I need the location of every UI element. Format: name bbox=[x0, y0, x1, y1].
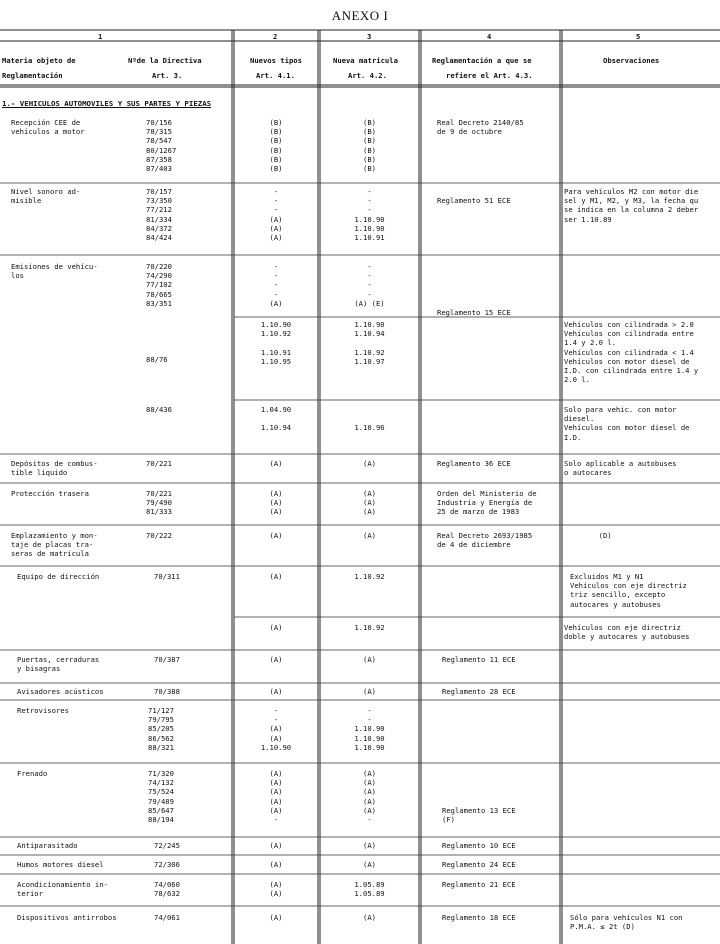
cell-reglamentacion: Real Decreto 2693/1985 de 4 de diciembre bbox=[437, 531, 533, 550]
cell-directiva: 70/388 bbox=[154, 687, 180, 696]
cell-nueva-matricula: (A) bbox=[363, 655, 376, 664]
cell-nueva-matricula: (A) bbox=[363, 459, 376, 468]
cell-nuevos-tipos: (A) bbox=[269, 623, 283, 632]
cell-materia: Puertas, cerraduras y bisagras bbox=[17, 655, 100, 674]
cell-nuevos-tipos: - - - (A) (A) (A) bbox=[269, 187, 283, 243]
col-header-materia-2: Reglamentación bbox=[2, 71, 63, 80]
cell-nueva-matricula: (A) bbox=[363, 841, 376, 850]
cell-nuevos-tipos: (A) bbox=[269, 459, 283, 468]
cell-reglamentacion: Reglamento 11 ECE bbox=[442, 655, 516, 664]
col-header-reglamentacion-2: refiere el Art. 4.3. bbox=[446, 71, 533, 80]
cell-reglamentacion: Orden del Ministerio de Industria y Energía de 25 de marzo de 1983 bbox=[437, 489, 537, 517]
cell-directiva: 74/060 78/632 bbox=[154, 880, 180, 899]
cell-nuevos-tipos: (A) bbox=[269, 860, 283, 869]
cell-nuevos-tipos: (A) bbox=[269, 572, 283, 581]
cell-observaciones: (D) bbox=[564, 531, 612, 540]
cell-directiva: 70/221 bbox=[146, 459, 172, 468]
cell-nueva-matricula: 1.10.92 bbox=[354, 572, 385, 581]
cell-materia: Emplazamiento y mon- taje de placas tra- seras de matrícula bbox=[11, 531, 98, 559]
col-header-materia: Materia objeto de bbox=[2, 56, 76, 65]
cell-nueva-matricula: (A) bbox=[363, 687, 376, 696]
cell-nuevos-tipos: (B) (B) (B) (B) (B) (B) bbox=[269, 118, 283, 174]
cell-nuevos-tipos: (A) bbox=[269, 913, 283, 922]
cell-nueva-matricula: 1.10.96 bbox=[354, 423, 385, 433]
cell-materia: Avisadores acústicos bbox=[17, 687, 104, 696]
cell-materia: Antiparasitado bbox=[17, 841, 78, 850]
cell-nueva-matricula: - - - - (A) (E) bbox=[354, 262, 385, 308]
cell-nuevos-tipos: - - (A) (A) 1.10.90 bbox=[260, 706, 292, 752]
cell-directiva: 70/221 79/490 81/333 bbox=[146, 489, 172, 517]
cell-directiva: 70/387 bbox=[154, 655, 180, 664]
cell-reglamentacion: Reglamento 51 ECE bbox=[437, 196, 511, 206]
cell-materia: Nivel sonoro ad- misible bbox=[11, 187, 81, 206]
col-header-reglamentacion: Reglamentación a que se bbox=[432, 56, 532, 65]
col-num-3: 3 bbox=[367, 32, 372, 41]
cell-nueva-matricula: - - - 1.10.90 1.10.90 1.10.91 bbox=[354, 187, 385, 243]
cell-reglamentacion: Reglamento 21 ECE bbox=[442, 880, 516, 889]
cell-materia: Frenado bbox=[17, 769, 48, 778]
cell-reglamentacion: Real Decreto 2140/85 de 9 de octubre bbox=[437, 118, 524, 137]
cell-nueva-matricula: (A) (A) (A) (A) (A) - bbox=[363, 769, 376, 825]
cell-directiva: 72/306 bbox=[154, 860, 180, 869]
col-num-5: 5 bbox=[636, 32, 641, 41]
cell-nuevos-tipos: (A) bbox=[269, 655, 283, 664]
col-header-nuevos-tipos-2: Art. 4.1. bbox=[256, 71, 295, 80]
cell-reglamentacion: Reglamento 24 ECE bbox=[442, 860, 516, 869]
cell-nuevos-tipos: (A) (A) (A) bbox=[269, 489, 283, 517]
cell-directiva: 88/436 bbox=[146, 405, 172, 414]
cell-materia: Retrovisores bbox=[17, 706, 69, 715]
cell-nueva-matricula: (A) bbox=[363, 860, 376, 869]
cell-directiva: 72/245 bbox=[154, 841, 180, 850]
cell-nueva-matricula: 1.05.89 1.05.89 bbox=[354, 880, 385, 899]
cell-directiva: 71/320 74/132 75/524 79/489 85/647 88/194 bbox=[148, 769, 174, 825]
cell-directiva: 88/76 bbox=[146, 355, 168, 365]
cell-nueva-matricula: (A) bbox=[363, 531, 376, 540]
col-header-directiva: Nºde la Directiva bbox=[128, 56, 202, 65]
col-header-nuevos-tipos: Nuevos tipos bbox=[250, 56, 302, 65]
cell-nueva-matricula: 1.10.90 1.10.94 1.10.92 1.10.97 bbox=[354, 320, 385, 366]
cell-observaciones: Excluidos M1 y N1 Vehículos con eje directriz triz sencillo, excepto autocares y autobuses bbox=[570, 572, 687, 609]
cell-nuevos-tipos: 1.04.90 1.10.94 bbox=[260, 405, 292, 433]
cell-observaciones: Solo aplicable a autobuses o autocares bbox=[564, 459, 677, 478]
cell-observaciones: Solo para vehic. con motor diesel. Vehículos con motor diesel de I.D. bbox=[564, 405, 690, 442]
col-header-nueva-matricula-2: Art. 4.2. bbox=[348, 71, 387, 80]
cell-directiva: 71/127 79/795 85/205 86/562 88/321 bbox=[148, 706, 174, 752]
cell-nueva-matricula: (A) (A) (A) bbox=[363, 489, 376, 517]
cell-materia: Humos motores diesel bbox=[17, 860, 104, 869]
cell-directiva: 70/311 bbox=[154, 572, 180, 581]
cell-materia: Equipo de dirección bbox=[17, 572, 100, 581]
cell-nueva-matricula: (B) (B) (B) (B) (B) (B) bbox=[363, 118, 376, 174]
cell-nuevos-tipos: - - - - (A) bbox=[269, 262, 283, 308]
cell-nuevos-tipos: (A) bbox=[269, 531, 283, 540]
cell-materia: Depósitos de combus- tible líquido bbox=[11, 459, 98, 478]
cell-materia: Emisiones de vehícu- los bbox=[11, 262, 98, 281]
cell-reglamentacion: Reglamento 15 ECE bbox=[437, 308, 511, 318]
col-num-1: 1 bbox=[98, 32, 103, 41]
col-header-nueva-matricula: Nueva matricula bbox=[333, 56, 398, 65]
cell-directiva: 74/061 bbox=[154, 913, 180, 922]
col-num-4: 4 bbox=[487, 32, 492, 41]
cell-materia: Protección trasera bbox=[11, 489, 89, 498]
section-heading: 1.- VEHICULOS AUTOMOVILES Y SUS PARTES Y PIEZAS bbox=[2, 99, 212, 108]
cell-reglamentacion: Reglamento 10 ECE bbox=[442, 841, 516, 850]
cell-observaciones: Vehículos con eje directriz doble y autocares y autobuses bbox=[564, 623, 690, 642]
page-title: ANEXO I bbox=[331, 8, 389, 23]
cell-reglamentacion: Reglamento 28 ECE bbox=[442, 687, 516, 696]
cell-directiva: 70/220 74/290 77/102 78/665 83/351 bbox=[146, 262, 172, 308]
cell-observaciones: Sólo para vehículos N1 con P.M.A. ≤ 2t (D) bbox=[570, 913, 683, 932]
cell-reglamentacion: Reglamento 36 ECE bbox=[437, 459, 511, 468]
cell-nuevos-tipos: (A) (A) (A) (A) (A) - bbox=[269, 769, 283, 825]
cell-directiva: 70/156 78/315 78/547 80/1267 87/358 87/403 bbox=[146, 118, 177, 174]
col-header-directiva-2: Art. 3. bbox=[152, 71, 183, 80]
cell-nuevos-tipos: 1.10.90 1.10.92 1.10.91 1.10.95 bbox=[260, 320, 292, 366]
cell-nueva-matricula: (A) bbox=[363, 913, 376, 922]
cell-directiva: 70/157 73/350 77/212 81/334 84/372 84/424 bbox=[146, 187, 172, 243]
cell-reglamentacion: Reglamento 13 ECE (F) bbox=[442, 805, 516, 825]
cell-nuevos-tipos: (A) bbox=[269, 687, 283, 696]
cell-directiva: 70/222 bbox=[146, 531, 172, 540]
cell-materia: Dispositivos antirrobos bbox=[17, 913, 117, 922]
cell-observaciones: Vehículos con cilindrada > 2.0 Vehículos con cilindrada entre 1.4 y 2.0 l. Vehículos con cilindrada < 1.4 Vehículos con motor diesel de I.D. con cilindrada entre 1.4 y 2.0 l. bbox=[564, 320, 699, 385]
cell-nuevos-tipos: (A) (A) bbox=[269, 880, 283, 899]
cell-reglamentacion: Reglamento 18 ECE bbox=[442, 913, 516, 922]
cell-nueva-matricula: 1.10.92 bbox=[354, 623, 385, 632]
cell-materia: Recepción CEE de vehículos a motor bbox=[11, 118, 85, 137]
cell-materia: Acondicionamiento in- terior bbox=[17, 880, 108, 899]
cell-nueva-matricula: - - 1.10.90 1.10.90 1.10.90 bbox=[354, 706, 385, 752]
cell-nuevos-tipos: (A) bbox=[269, 841, 283, 850]
col-header-observaciones: Observaciones bbox=[603, 56, 660, 65]
cell-observaciones: Para vehículos M2 con motor die sel y M1, M2, y M3, la fecha qu se indica en la columna 2 deber ser 1.10.89 bbox=[564, 187, 699, 224]
col-num-2: 2 bbox=[273, 32, 278, 41]
